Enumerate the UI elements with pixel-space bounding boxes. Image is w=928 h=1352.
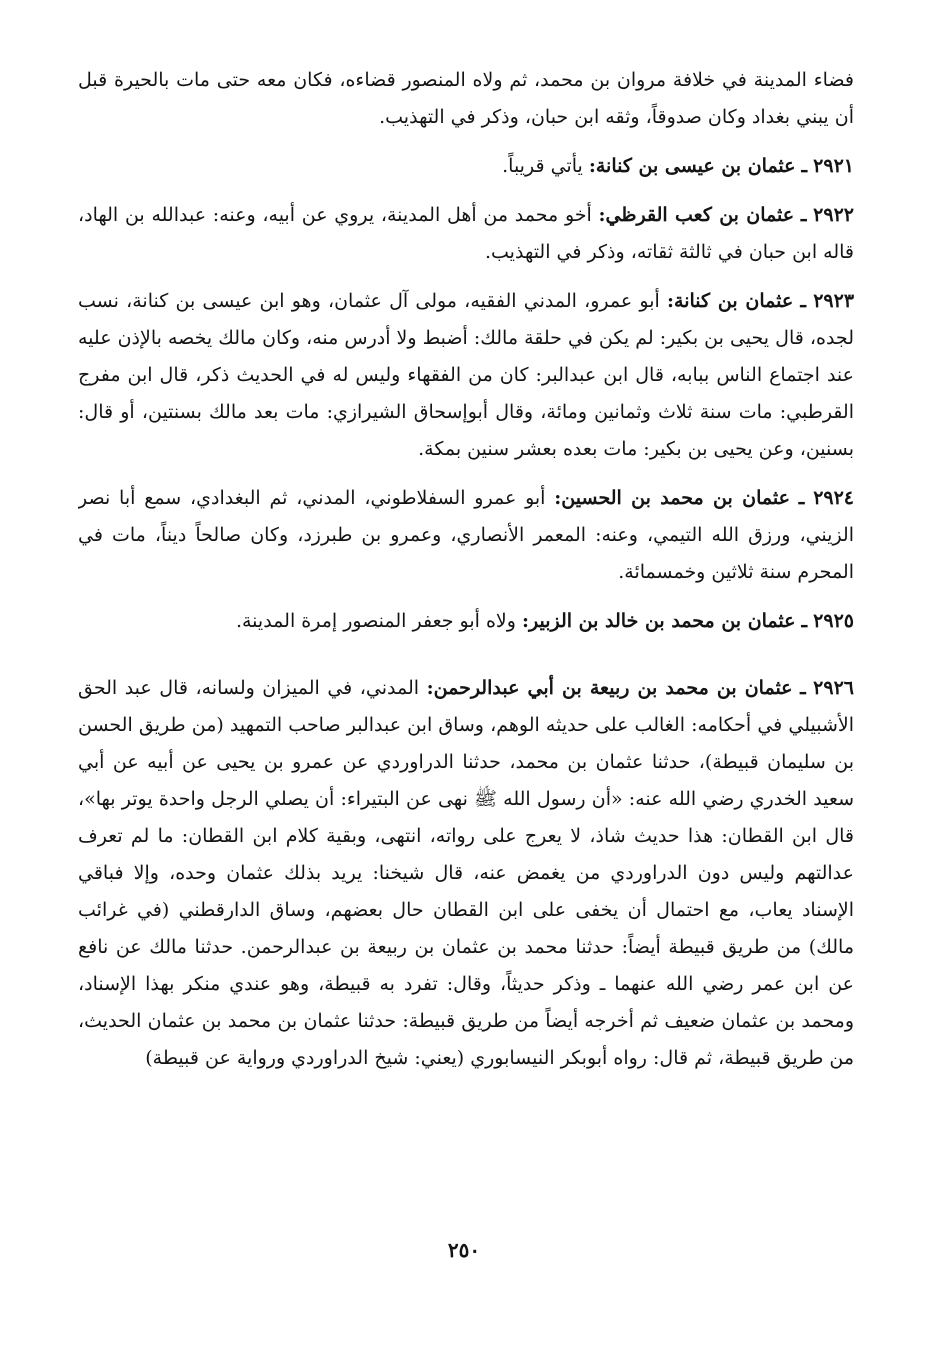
- entry-text: أبو عمرو، المدني الفقيه، مولى آل عثمان، وهو ابن عيسى بن كنانة، نسب لجده، قال يحيى بن بكير: لم يكن في حلقة مالك: أضبط ولا أدرس منه، وكان مالك يخصه بالإذن عليه عند اجتماع الناس ببابه، قال ابن عبدالبر: كان من الفقهاء وليس له في الحديث ذكر، قال ابن مفرج القرطبي: مات سنة ثلاث وثمانين ومائة، وقال أبوإسحاق الشيرازي: مات بعد مالك بسنتين، أو قال: بسنين، وعن يحيى بن بكير: مات بعده بعشر سنين بمكة.: [78, 290, 854, 460]
- page-number: ٢٥٠: [447, 1238, 481, 1262]
- entry-number: ٢٩٢١: [813, 155, 854, 177]
- entry-2921: [78, 148, 854, 185]
- entry-name: عثمان بن محمد بن الحسين:: [554, 487, 790, 509]
- entry-name: عثمان بن محمد بن خالد بن الزبير:: [521, 610, 796, 632]
- entry-text: ولاه أبو جعفر المنصور إمرة المدينة.: [235, 610, 516, 632]
- entry-dash: ـ: [798, 487, 805, 509]
- entry-text: المدني، في الميزان ولسانه، قال عبد الحق الأشبيلي في أحكامه: الغالب على حديثه الوهم، وساق ابن عبدالبر صاحب التمهيد (من طريق الحسن بن سليمان قبيطة)، حدثنا عثمان بن محمد، حدثنا الدراوردي عن عمرو بن يحيى عن أبيه عن أبي سعيد الخدري رضي الله عنه: «أن رسول الله ﷺ نهى عن البتيراء: أن يصلي الرجل واحدة يوتر بها»، قال ابن القطان: هذا حديث شاذ، لا يعرج على رواته، انتهى، وبقية كلام ابن القطان: ما لم تعرف عدالتهم وليس دون الدراوردي من يغمض عنه، قال شيخنا: يريد بذلك عثمان وحده، وإلا فباقي الإسناد يعاب، مع احتمال أن يخفى على ابن القطان حال بعضهم، وساق الدارقطني (في غرائب مالك) من طريق قبيطة أيضاً: حدثنا محمد بن عثمان بن ربيعة بن عبدالرحمن. حدثنا مالك عن نافع عن ابن عمر رضي الله عنهما ـ وذكر حديثاً، وقال: تفرد به قبيطة، وهو عندي منكر بهذا الإسناد، ومحمد بن عثمان ضعيف ثم أخرجه أيضاً من طريق قبيطة: حدثنا عثمان بن محمد بن عثمان الحديث، من طريق قبيطة، ثم قال: رواه أبوبكر النيسابوري (يعني: شيخ الدراوردي ورواية عن قبيطة): [78, 677, 854, 1069]
- entry-dash: ـ: [800, 677, 806, 699]
- continuation-paragraph: فضاء المدينة في خلافة مروان بن محمد، ثم ولاه المنصور قضاءه، فكان معه حتى مات بالحيرة قبل أن يبني بغداد وكان صدوقاً، وثقه ابن حبان، وذكر في التهذيب.: [78, 69, 854, 128]
- entry-2926: [78, 670, 854, 1077]
- entry-dash: ـ: [801, 610, 808, 632]
- entry-number: ٢٩٢٥: [813, 610, 854, 632]
- entry-number: ٢٩٢٤: [813, 487, 854, 509]
- entry-name: عثمان بن محمد بن ربيعة بن أبي عبدالرحمن:: [426, 677, 793, 699]
- entry-name: عثمان بن كعب القرظي:: [598, 204, 795, 226]
- entry-2924: [78, 480, 854, 591]
- book-page: [78, 62, 854, 1322]
- entry-text: أخو محمد من أهل المدينة، يروي عن أبيه، وعنه: عبدالله بن الهاد، قاله ابن حبان في ثالثة ثقاته، وذكر في التهذيب.: [78, 204, 854, 263]
- entry-number: ٢٩٢٣: [813, 290, 854, 312]
- entry-dash: ـ: [800, 204, 807, 226]
- entry-dash: ـ: [801, 155, 808, 177]
- entry-text: أبو عمرو السفلاطوني، المدني، ثم البغدادي، سمع أبا نصر الزيني، ورزق الله التيمي، وعنه: المعمر الأنصاري، وعمرو بن طبرزد، وكان صالحاً ديناً، مات في المحرم سنة ثلاثين وخمسمائة.: [78, 487, 854, 583]
- entry-name: عثمان بن عيسى بن كنانة:: [588, 155, 796, 177]
- entry-text: يأتي قريباً.: [502, 155, 583, 177]
- entry-number: ٢٩٢٦: [813, 677, 854, 699]
- entry-2922: [78, 197, 854, 271]
- entry-2925: [78, 603, 854, 640]
- entry-dash: ـ: [800, 290, 806, 312]
- entry-number: ٢٩٢٢: [813, 204, 854, 226]
- entry-2923: [78, 283, 854, 468]
- entry-name: عثمان بن كنانة:: [667, 290, 794, 312]
